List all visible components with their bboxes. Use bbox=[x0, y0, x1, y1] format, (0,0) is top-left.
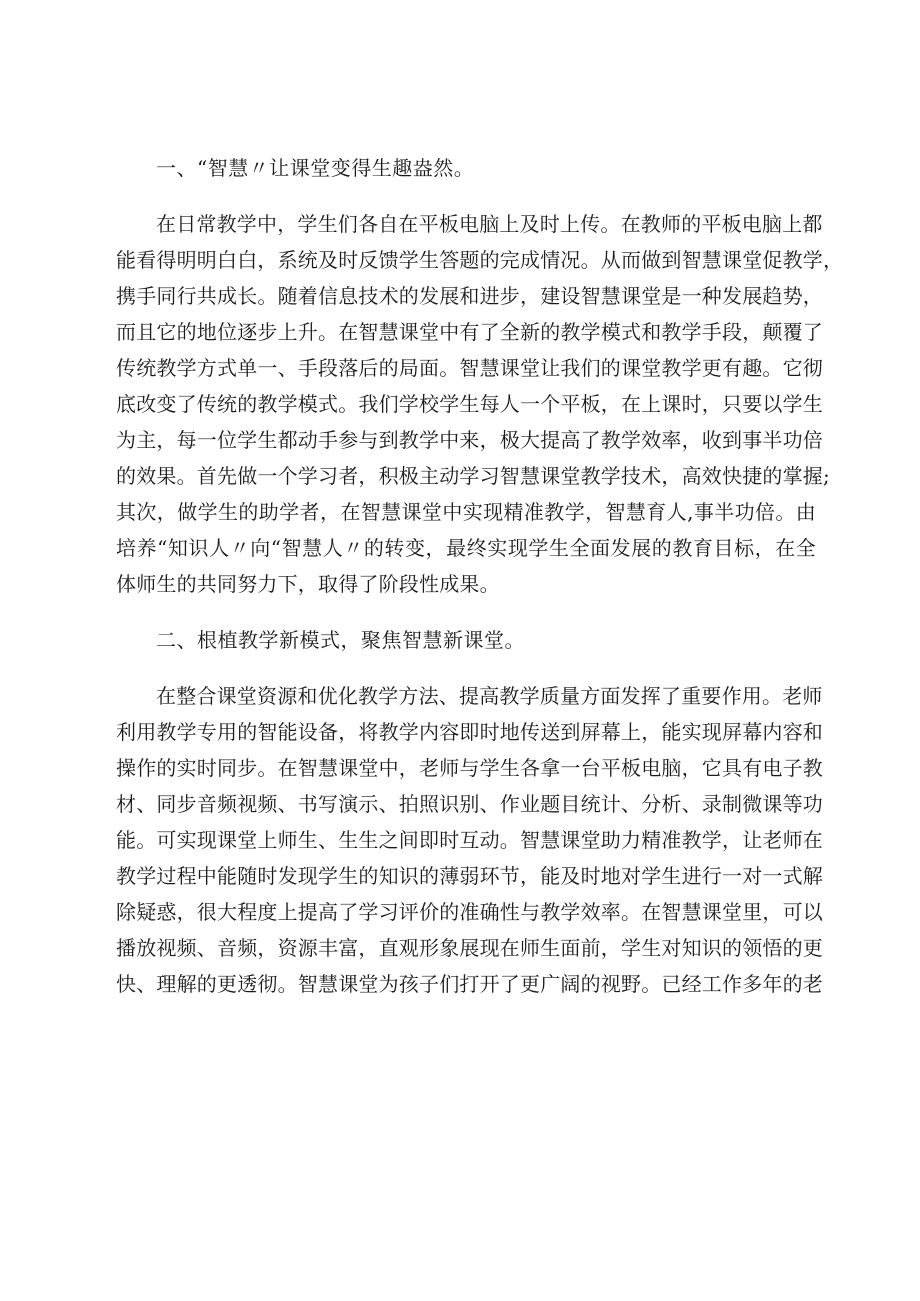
document-body bbox=[116, 150, 844, 1002]
paragraph-line: 能看得明明白白，系统及时反馈学生答题的完成情况。从而做到智慧课堂促教学， bbox=[116, 248, 844, 272]
paragraph-line: 教学过程中能随时发现学生的知识的薄弱环节，能及时地对学生进行一对一式解 bbox=[116, 864, 823, 888]
paragraph-line: 其次，做学生的助学者，在智慧课堂中实现精准教学，智慧育人,事半功倍。由 bbox=[116, 500, 816, 524]
paragraph-line: 操作的实时同步。在智慧课堂中，老师与学生各拿一台平板电脑，它具有电子教 bbox=[116, 756, 823, 780]
paragraph-line: 材、同步音频视频、书写演示、拍照识别、作业题目统计、分析、录制微课等功 bbox=[116, 792, 823, 816]
paragraph-line: 传统教学方式单一、手段落后的局面。智慧课堂让我们的课堂教学更有趣。它彻 bbox=[116, 356, 823, 380]
paragraph-line: 培养“知识人〃向“智慧人〃的转变，最终实现学生全面发展的教育目标，在全 bbox=[116, 536, 816, 560]
section-heading-2: 二、根植教学新模式，聚焦智慧新课堂。 bbox=[156, 628, 525, 652]
paragraph-line: 为主，每一位学生都动手参与到教学中来，极大提高了教学效率，收到事半功倍 bbox=[116, 428, 823, 452]
paragraph-line: 快、理解的更透彻。智慧课堂为孩子们打开了更广阔的视野。已经工作多年的老 bbox=[116, 972, 823, 996]
section-paragraph-1 bbox=[116, 206, 844, 602]
paragraph-line: 播放视频、音频，资源丰富，直观形象展现在师生面前，学生对知识的领悟的更 bbox=[116, 936, 823, 960]
paragraph-line: 携手同行共成长。随着信息技术的发展和进步，建设智慧课堂是一种发展趋势， bbox=[116, 284, 823, 308]
paragraph-line: 能。可实现课堂上师生、生生之间即时互动。智慧课堂助力精准教学，让老师在 bbox=[116, 828, 823, 852]
paragraph-line: 的效果。首先做一个学习者，积极主动学习智慧课堂教学技术，高效快捷的掌握; bbox=[116, 464, 830, 488]
paragraph-line: 在整合课堂资源和优化教学方法、提高教学质量方面发挥了重要作用。老师 bbox=[156, 684, 823, 708]
paragraph-line: 在日常教学中，学生们各自在平板电脑上及时上传。在教师的平板电脑上都 bbox=[156, 212, 823, 236]
section-heading-1: 一、“智慧〃让课堂变得生趣盎然。 bbox=[156, 156, 475, 180]
paragraph-line: 体师生的共同努力下，取得了阶段性成果。 bbox=[116, 572, 500, 596]
paragraph-line: 底改变了传统的教学模式。我们学校学生每人一个平板，在上课时，只要以学生 bbox=[116, 392, 823, 416]
paragraph-line: 而且它的地位逐步上升。在智慧课堂中有了全新的教学模式和教学手段，颠覆了 bbox=[116, 320, 823, 344]
paragraph-line: 除疑惑，很大程度上提高了学习评价的准确性与教学效率。在智慧课堂里，可以 bbox=[116, 900, 823, 924]
paragraph-line: 利用教学专用的智能设备，将教学内容即时地传送到屏幕上，能实现屏幕内容和 bbox=[116, 720, 823, 744]
section-paragraph-2 bbox=[116, 678, 823, 1002]
